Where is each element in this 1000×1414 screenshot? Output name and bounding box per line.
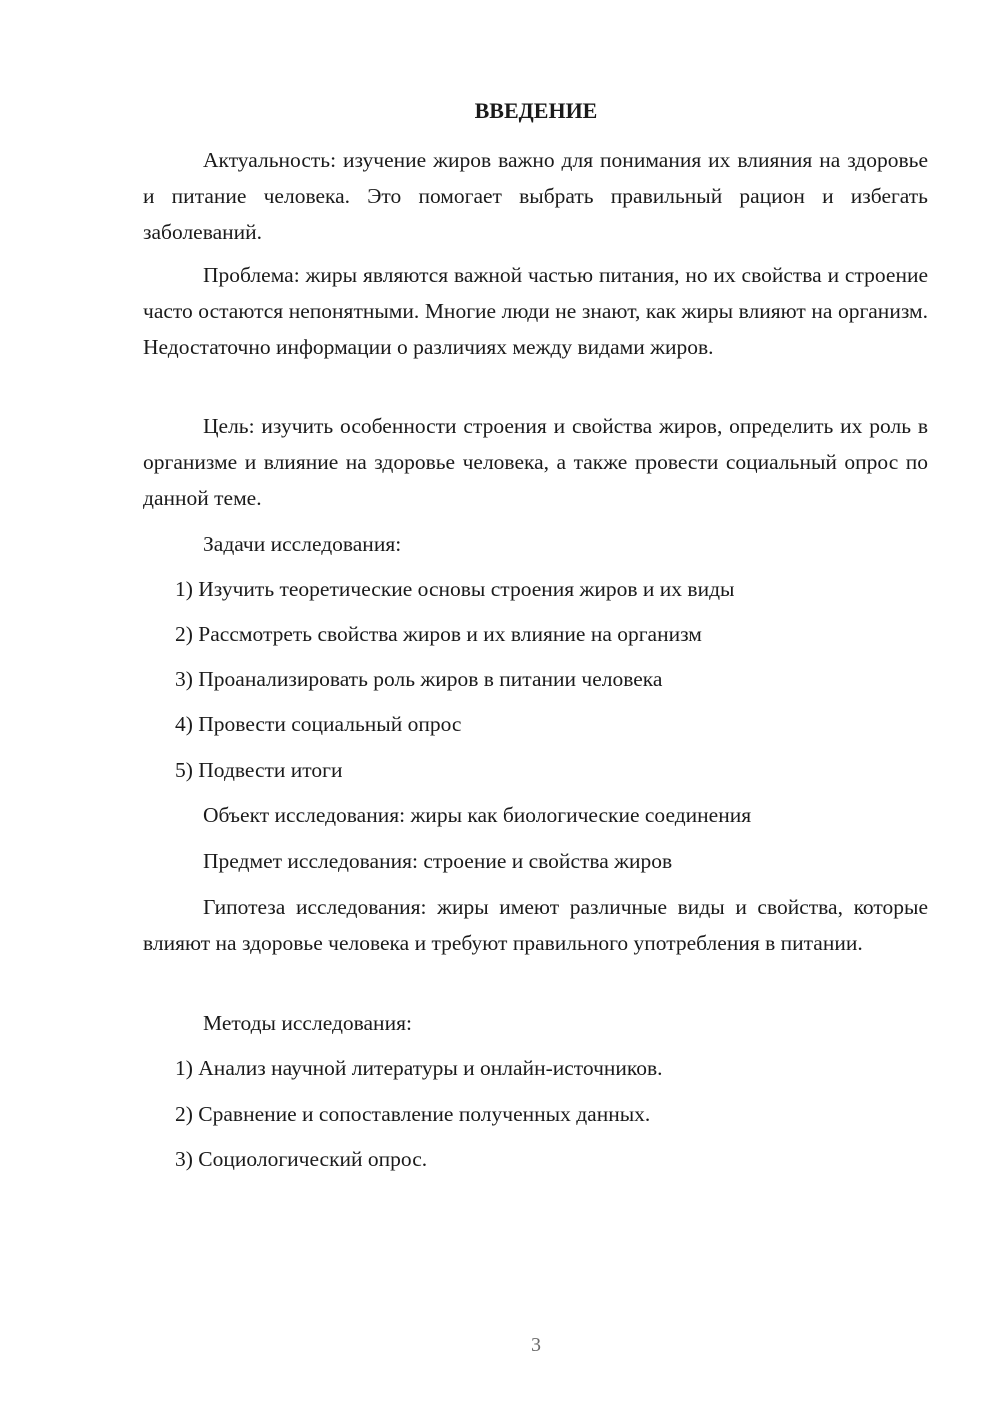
subject-line: Предмет исследования: строение и свойства жиров	[203, 849, 673, 873]
method-item: 2) Сравнение и сопоставление полученных данных.	[175, 1102, 651, 1126]
page-title: ВВЕДЕНИЕ	[474, 98, 598, 123]
task-item: 2) Рассмотреть свойства жиров и их влияние на организм	[175, 622, 702, 646]
method-item: 1) Анализ научной литературы и онлайн-источников.	[175, 1056, 663, 1080]
task-item: 3) Проанализировать роль жиров в питании человека	[175, 667, 663, 691]
task-item: 5) Подвести итоги	[175, 758, 343, 782]
object-line: Объект исследования: жиры как биологические соединения	[203, 803, 752, 827]
relevance-paragraph: Актуальность: изучение жиров важно для понимания их влияния на здоровье и питание человека. Это помогает выбрать правильный рацион и избегать заболеваний.	[143, 148, 928, 244]
method-item: 3) Социологический опрос.	[175, 1147, 428, 1171]
task-item: 4) Провести социальный опрос	[175, 712, 462, 736]
goal-paragraph: Цель: изучить особенности строения и свойства жиров, определить их роль в организме и влияние на здоровье человека, а также провести социальный опрос по данной теме.	[143, 414, 928, 510]
problem-paragraph: Проблема: жиры являются важной частью питания, но их свойства и строение часто остаются непонятными. Многие люди не знают, как жиры влияют на организм. Недостаточно информации о различиях между видами жиров.	[143, 263, 928, 359]
hypothesis-paragraph: Гипотеза исследования: жиры имеют различные виды и свойства, которые влияют на здоровье человека и требуют правильного употребления в питании.	[143, 895, 928, 955]
methods-heading: Методы исследования:	[203, 1011, 412, 1035]
page-number: 3	[531, 1334, 541, 1356]
task-item: 1) Изучить теоретические основы строения жиров и их виды	[175, 577, 735, 601]
tasks-heading: Задачи исследования:	[203, 532, 402, 556]
